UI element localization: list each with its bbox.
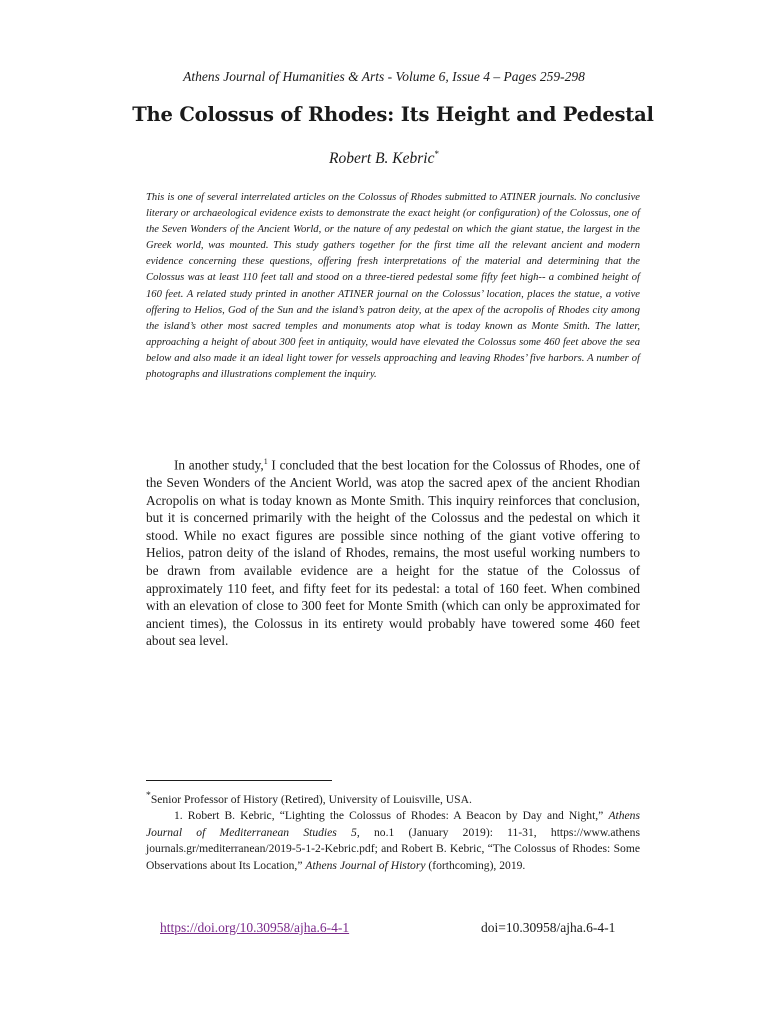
footnotes — [146, 788, 640, 874]
footnote-divider — [146, 780, 332, 781]
abstract: This is one of several interrelated articles on the Colossus of Rhodes submitted to ATINER journals. No conclusive literary or archaeological evidence exists to demonstrate the exact height (or configuration) of the Colossus, one of the Seven Wonders of the Ancient World, or the nature of any pedestal on which the giant statue, the largest in the Greek world, was mounted. This study gathers together for the first time all the relevant ancient and modern evidence concerning these questions, offering fresh interpretations of the material and determining that the Colossus was at least 110 feet tall and stood on a three-tiered pedestal some fifty feet high-- a combined height of 160 feet. A related study printed in another ATINER journal on the Colossus’ location, places the statue, a votive offering to Helios, God of the Sun and the island’s patron deity, at the apex of the acropolis of Rhodes city among the island’s other most sacred temples and monuments atop what is today known as Monte Smith. The latter, approaching a height of about 300 feet in antiquity, would have elevated the Colossus some 460 feet above the sea below and also made it an ideal light tower for vessels approaching and leaving Rhodes’ five harbors. A number of photographs and illustrations complement the inquiry. — [146, 192, 640, 381]
footnote-reference-1[interactable]: 1 — [263, 457, 268, 466]
author-name: Robert B. Kebric — [329, 150, 435, 168]
article-title: The Colossus of Rhodes: Its Height and Pedestal — [132, 103, 654, 126]
footnote-1 — [146, 808, 640, 874]
doi-link[interactable]: https://doi.org/10.30958/ajha.6-4-1 — [160, 920, 350, 935]
body-paragraph — [146, 453, 640, 650]
footnote-1-journal-a: Athens Journal of Mediterranean Studies 5, — [146, 809, 640, 839]
footnote-affiliation — [146, 788, 640, 808]
author-footnote-mark: * — [434, 149, 439, 159]
body-text-rest: I concluded that the best location for the Colossus of Rhodes, one of the Seven Wonders of the Ancient World, was atop the sacred apex of the ancient Rhodian Acropolis on what is today known as Monte Smith. This inquiry reinforces that conclusion, but it is concerned primarily with the height of the Colossus and the pedestal on which it stood. While no exact figures are possible since nothing of the giant votive offering to Helios, patron deity of the island of Rhodes, remains, the most useful working numbers to be drawn from available evidence are a height for the statue of the Colossus of approximately 110 feet, and fifty feet for its pedestal: a total of 160 feet. When combined with an elevation of close to 300 feet for Monte Smith (which can only be approximated for ancient times), the Colossus in its entirety would probably have towered some 460 feet about sea level. — [146, 457, 640, 649]
body-text-start: In another study, — [174, 457, 264, 473]
author-line — [0, 149, 768, 168]
footnote-1-number: 1. — [174, 809, 183, 823]
footnote-1-text-b: no.1 (January 2019): 11-31, https://www.athens journals.gr/mediterranean/2019-5-1-2-Kebric.pdf; and Robert B. Kebric, “The Colossus of Rhodes: Some Observations about Its Location,” — [146, 825, 640, 872]
affiliation-mark: * — [146, 790, 151, 801]
footnote-1-text-c: (forthcoming), 2019. — [425, 858, 526, 872]
affiliation-text: Senior Professor of History (Retired), University of Louisville, USA. — [150, 792, 472, 806]
doi-identifier: doi=10.30958/ajha.6-4-1 — [481, 920, 616, 935]
footnote-1-text-a: Robert B. Kebric, “Lighting the Colossus of Rhodes: A Beacon by Day and Night,” — [182, 809, 609, 823]
journal-header: Athens Journal of Humanities & Arts - Volume 6, Issue 4 – Pages 259-298 — [183, 69, 585, 84]
footnote-1-journal-b: Athens Journal of History — [305, 858, 426, 872]
